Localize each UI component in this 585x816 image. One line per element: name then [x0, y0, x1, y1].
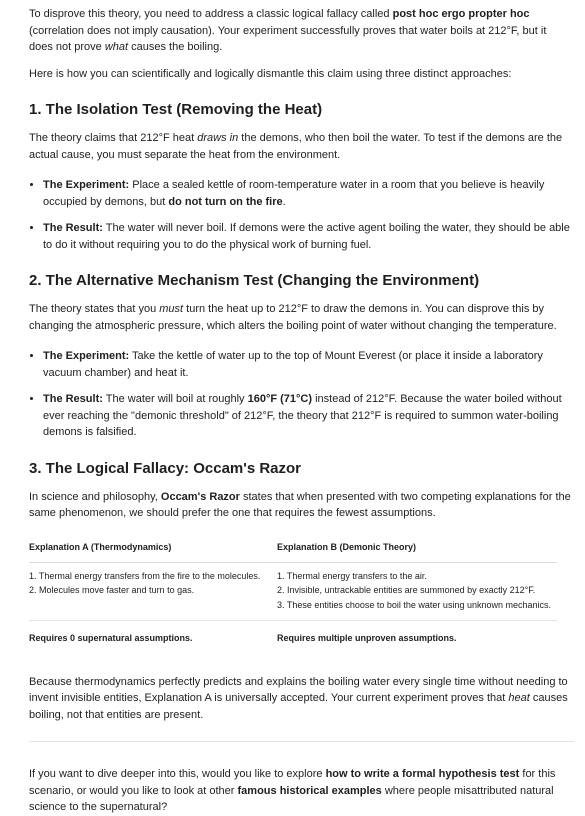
bullet-label: The Result:	[43, 393, 103, 405]
table-cell-b	[277, 562, 557, 621]
section1-text: the demons, who then boil the water. To test if the demons are the actual cause, you must separate the heat from the environment.	[29, 132, 563, 161]
cell-line: 3. These entities choose to boil the water using unknown mechanics.	[277, 599, 551, 610]
table-cell-b: Requires multiple unproven assumptions.	[277, 633, 457, 643]
section2-paragraph	[29, 301, 571, 334]
section3-text: states that when presented with two competing explanations for the same phenomenon, we should prefer the one that requires the fewest assumptions.	[29, 490, 571, 519]
bullet-emphasis: 160°F (71°C)	[247, 393, 313, 405]
intro-paragraph	[29, 6, 571, 56]
cell-line: 2. Invisible, untrackable entities are summoned by exactly 212°F.	[277, 585, 536, 595]
followup-text: If you want to dive deeper into this, would you like to explore	[29, 768, 326, 780]
table-header-a: Explanation A (Thermodynamics)	[29, 540, 277, 563]
section2-text: The theory states that you	[29, 303, 160, 315]
list-item	[43, 391, 571, 441]
table-header-row	[29, 540, 557, 563]
followup-text: for this scenario, or would you like to look at other	[29, 768, 556, 797]
table-row	[29, 621, 557, 654]
emphasis-draws-in: draws in	[197, 132, 239, 144]
emphasis-what: what	[104, 41, 129, 53]
list-item	[43, 220, 571, 253]
section1-heading: 1. The Isolation Test (Removing the Heat)	[29, 101, 323, 118]
emphasis-heat: heat	[508, 692, 530, 704]
bullet-text: The water will never boil. If demons were the active agent boiling the water, they should be able to do it without requiring you to do the physical work of burning fuel.	[43, 222, 570, 251]
section1-list	[29, 177, 571, 253]
section3-paragraph	[29, 489, 571, 522]
table-header-b: Explanation B (Demonic Theory)	[277, 540, 557, 563]
fallacy-name: post hoc ergo propter hoc	[392, 8, 530, 20]
cell-line: 1. Thermal energy transfers to the air.	[277, 570, 427, 581]
intro-text: (correlation does not imply causation). Your experiment successfully proves that water boils at 212°F, but it does not prove	[29, 24, 547, 53]
table-cell-a	[29, 562, 277, 621]
conclusion-text: Because thermodynamics perfectly predicts and explains the boiling water every single time without needing to invent invisible entities, Explanation A is universally accepted. Your current experiment proves that	[29, 675, 568, 704]
section3-text: In science and philosophy,	[29, 490, 161, 503]
intro-approaches: Here is how you can scientifically and logically dismantle this claim using three distinct approaches:	[29, 67, 512, 80]
intro-text: causes the boiling.	[128, 41, 223, 53]
section1-text: The theory claims that 212°F heat	[29, 132, 198, 144]
bullet-text: The water will boil at roughly	[102, 393, 248, 405]
section2-text: turn the heat up to 212°F to draw the demons in. You can disprove this by changing the atmospheric pressure, which alters the boiling point of water without changing the temperature.	[29, 303, 557, 332]
section2-list	[29, 348, 571, 441]
followup-option-examples: famous historical examples	[237, 784, 382, 797]
emphasis-occams-razor: Occam's Razor	[160, 490, 240, 503]
section2-heading: 2. The Alternative Mechanism Test (Changing the Environment)	[29, 272, 480, 289]
conclusion-text: causes boiling, not that entities are present.	[29, 692, 568, 721]
bullet-text: Place a sealed kettle of room-temperature water in a room that you believe is heavily occupied by demons, but	[43, 179, 545, 208]
emphasis-must: must	[159, 303, 184, 315]
intro-text: To disprove this theory, you need to address a classic logical fallacy called	[29, 8, 393, 20]
list-item	[43, 348, 571, 381]
followup-text: where people misattributed natural science to the supernatural?	[29, 784, 554, 813]
cell-line: 2. Molecules move faster and turn to gas.	[29, 585, 195, 595]
bullet-text: Take the kettle of water up to the top of Mount Everest (or place it inside a laboratory vacuum chamber) and heat it.	[43, 350, 543, 379]
list-item	[43, 177, 571, 210]
table-row	[29, 562, 557, 621]
bullet-text: instead of 212°F. Because the water boiled without ever reaching the "demonic threshold" of 212°F, the theory that 212°F is required to summon water-boiling demons is falsified.	[43, 393, 562, 438]
comparison-table	[29, 540, 557, 654]
followup-paragraph	[29, 766, 571, 816]
table-cell-a: Requires 0 supernatural assumptions.	[29, 633, 193, 643]
bullet-label: The Experiment:	[43, 179, 130, 191]
cell-line: 1. Thermal energy transfers from the fire to the molecules.	[29, 570, 261, 581]
bullet-emphasis: do not turn on the fire	[168, 195, 283, 208]
section3-heading: 3. The Logical Fallacy: Occam's Razor	[29, 459, 301, 477]
conclusion-paragraph	[29, 674, 571, 724]
bullet-label: The Result:	[43, 222, 103, 234]
section1-paragraph	[29, 130, 571, 163]
bullet-text: .	[282, 195, 286, 208]
followup-option-hypothesis: how to write a formal hypothesis test	[325, 768, 520, 780]
bullet-label: The Experiment:	[43, 350, 130, 362]
